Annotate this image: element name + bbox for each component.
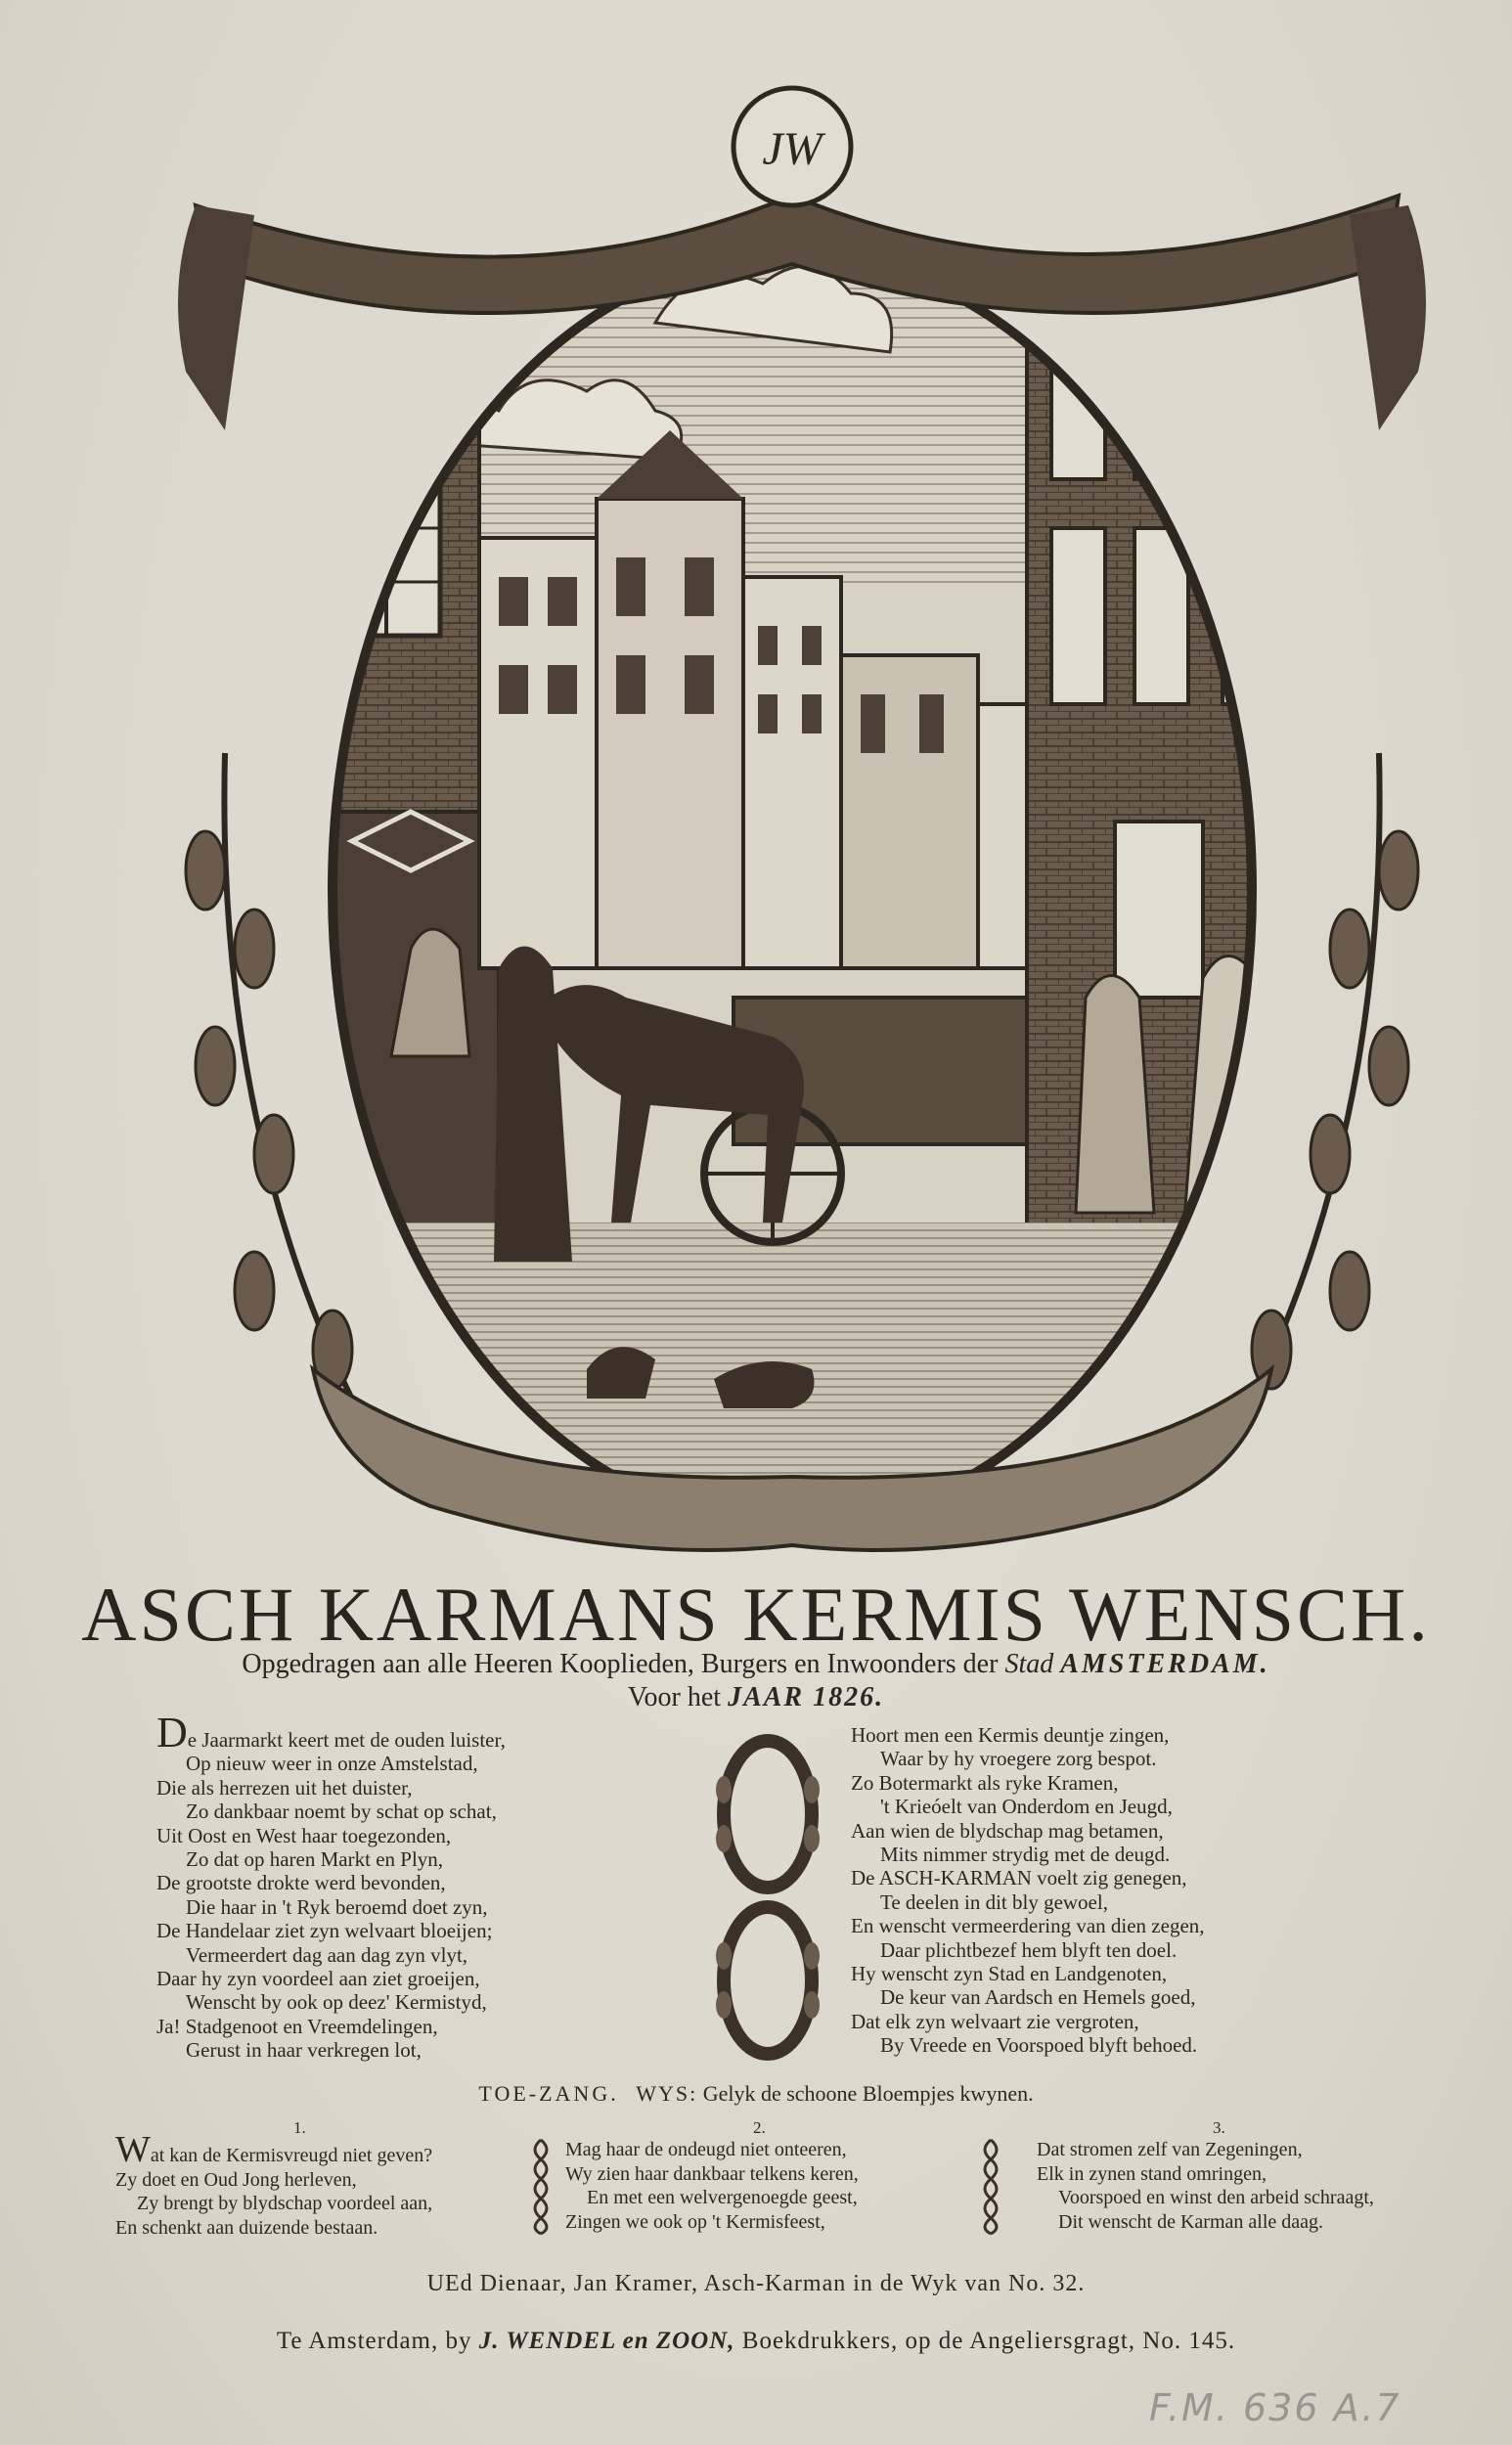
handwritten-shelfmark: F.M. 636 A.7 (1149, 2386, 1401, 2429)
poem-line: Wenscht by ook op deez' Kermistyd, (186, 1990, 487, 2015)
year-value: JAAR 1826. (728, 1682, 885, 1712)
imprint-prefix: Te Amsterdam, by (276, 2328, 472, 2354)
wys-label: WYS: (636, 2081, 698, 2106)
poem-line: Waar by hy vroegere zorg bespot. (880, 1747, 1157, 1771)
verse-number-1: 1. (293, 2118, 306, 2137)
stanza-line: Dit wenscht de Karman alle daag. (1058, 2210, 1324, 2233)
stanza-2 (565, 2138, 859, 2234)
imprint-suffix: Boekdrukkers, op de Angeliersgragt, No. 145. (741, 2328, 1236, 2354)
melody-name: Gelyk de schoone Bloempjes kwynen. (702, 2081, 1034, 2106)
stanza-line: En met een welvergenoegde geest, (587, 2187, 858, 2209)
street-scene-woodcut (166, 68, 1438, 1575)
printer-imprint (0, 2328, 1512, 2355)
stanza-line: Voorspoed en winst den arbeid schraagt, (1058, 2187, 1374, 2209)
dedication-stad: Stad (1004, 1649, 1054, 1679)
stanza-line: En schenkt aan duizende bestaan. (115, 2216, 378, 2239)
toe-zang-label: TOE-ZANG. (478, 2081, 619, 2106)
stanza-3 (1037, 2138, 1374, 2234)
poem-line: De keur van Aardsch en Hemels goed, (880, 1985, 1196, 2010)
stanza-line: Wat kan de Kermisvreugd niet geven? (115, 2129, 433, 2170)
poem-line: Zo dat op haren Markt en Plyn, (186, 1847, 444, 1872)
stanza-1 (115, 2129, 433, 2240)
poem-line: Daar plichtbezef hem blyft ten doel. (880, 1937, 1178, 1962)
poem-line: Mits nimmer strydig met de deugd. (880, 1843, 1171, 1867)
poem-line: Zo Botermarkt als ryke Kramen, (851, 1770, 1119, 1795)
servant-signature-line: UEd Dienaar, Jan Kramer, Asch-Karman in de Wyk van No. 32. (426, 2271, 1086, 2296)
stanza-divider-ornament (978, 2138, 1003, 2236)
poem-line: De Jaarmarkt keert met de ouden luister, (156, 1709, 506, 1756)
poem-line: Hoort men een Kermis deuntje zingen, (851, 1723, 1170, 1747)
toe-zang-heading (0, 2081, 1512, 2107)
central-ornament (704, 1731, 831, 2064)
poem-line: De grootste drokte werd bevonden, (156, 1871, 446, 1895)
poem-line: En wenscht vermeerdering van dien zegen, (851, 1914, 1205, 1938)
monogram: JW (762, 123, 823, 175)
verse-number-3: 3. (1213, 2118, 1225, 2137)
poem-right-column (851, 1723, 1311, 2058)
woodcut-illustration (166, 68, 1438, 1575)
poem-line: Aan wien de blydschap mag betamen, (851, 1818, 1164, 1843)
poem-line: Op nieuw weer in onze Amstelstad, (186, 1752, 478, 1776)
poem-line: Daar hy zyn voordeel aan ziet groeijen, (156, 1967, 480, 1991)
poem-line: Die haar in 't Ryk beroemd doet zyn, (186, 1894, 488, 1919)
poem-line: De Handelaar ziet zyn welvaart bloeijen; (156, 1919, 493, 1943)
poem-line: Uit Oost en West haar toegezonden, (156, 1823, 452, 1847)
stanza-line: Zy brengt by blydschap voordeel aan, (137, 2193, 433, 2215)
stanza-divider-ornament (528, 2138, 554, 2236)
stanza-line: Elk in zynen stand omringen, (1037, 2162, 1267, 2185)
printer-name: J. WENDEL en ZOON, (478, 2328, 735, 2354)
poem-line: By Vreede en Voorspoed blyft behoed. (880, 2033, 1198, 2058)
poem-line: Hy wenscht zyn Stad en Landgenoten, (851, 1962, 1168, 1986)
poem-line: Dat elk zyn welvaart zie vergroten, (851, 2009, 1139, 2033)
stanza-line: Dat stromen zelf van Zegeningen, (1037, 2139, 1303, 2160)
poem-left-column (156, 1709, 616, 2063)
poem-line: Gerust in haar verkregen lot, (186, 2038, 422, 2063)
poem-line: Zo dankbaar noemt by schat op schat, (186, 1800, 497, 1824)
broadside-title: ASCH KARMANS KERMIS WENSCH. (81, 1572, 1431, 1657)
poem-line: Die als herrezen uit het duister, (156, 1775, 413, 1800)
poem-line: De ASCH-KARMAN voelt zig genegen, (851, 1866, 1187, 1890)
year-prefix: Voor het (627, 1682, 722, 1712)
stanza-line: Wy zien haar dankbaar telkens keren, (565, 2162, 859, 2185)
poem-line: Te deelen in dit bly gewoel, (880, 1889, 1108, 1914)
year-line (0, 1682, 1512, 1713)
stanza-line: Zingen we ook op 't Kermisfeest, (565, 2210, 825, 2233)
verse-number-2: 2. (753, 2118, 766, 2137)
dedication-city: AMSTERDAM. (1060, 1649, 1270, 1679)
poem-line: Vermeerdert dag aan dag zyn vlyt, (186, 1942, 468, 1967)
poem-line: Ja! Stadgenoot en Vreemdelingen, (156, 2014, 438, 2038)
stanza-line: Zy doet en Oud Jong herleven, (115, 2168, 357, 2191)
stanza-line: Mag haar de ondeugd niet onteeren, (565, 2139, 847, 2160)
dedication-text: Opgedragen aan alle Heeren Kooplieden, Burgers en Inwoonders der (242, 1649, 999, 1679)
dedication-line (0, 1649, 1512, 1680)
poem-line: 't Krieóelt van Onderdom en Jeugd, (880, 1795, 1173, 1819)
